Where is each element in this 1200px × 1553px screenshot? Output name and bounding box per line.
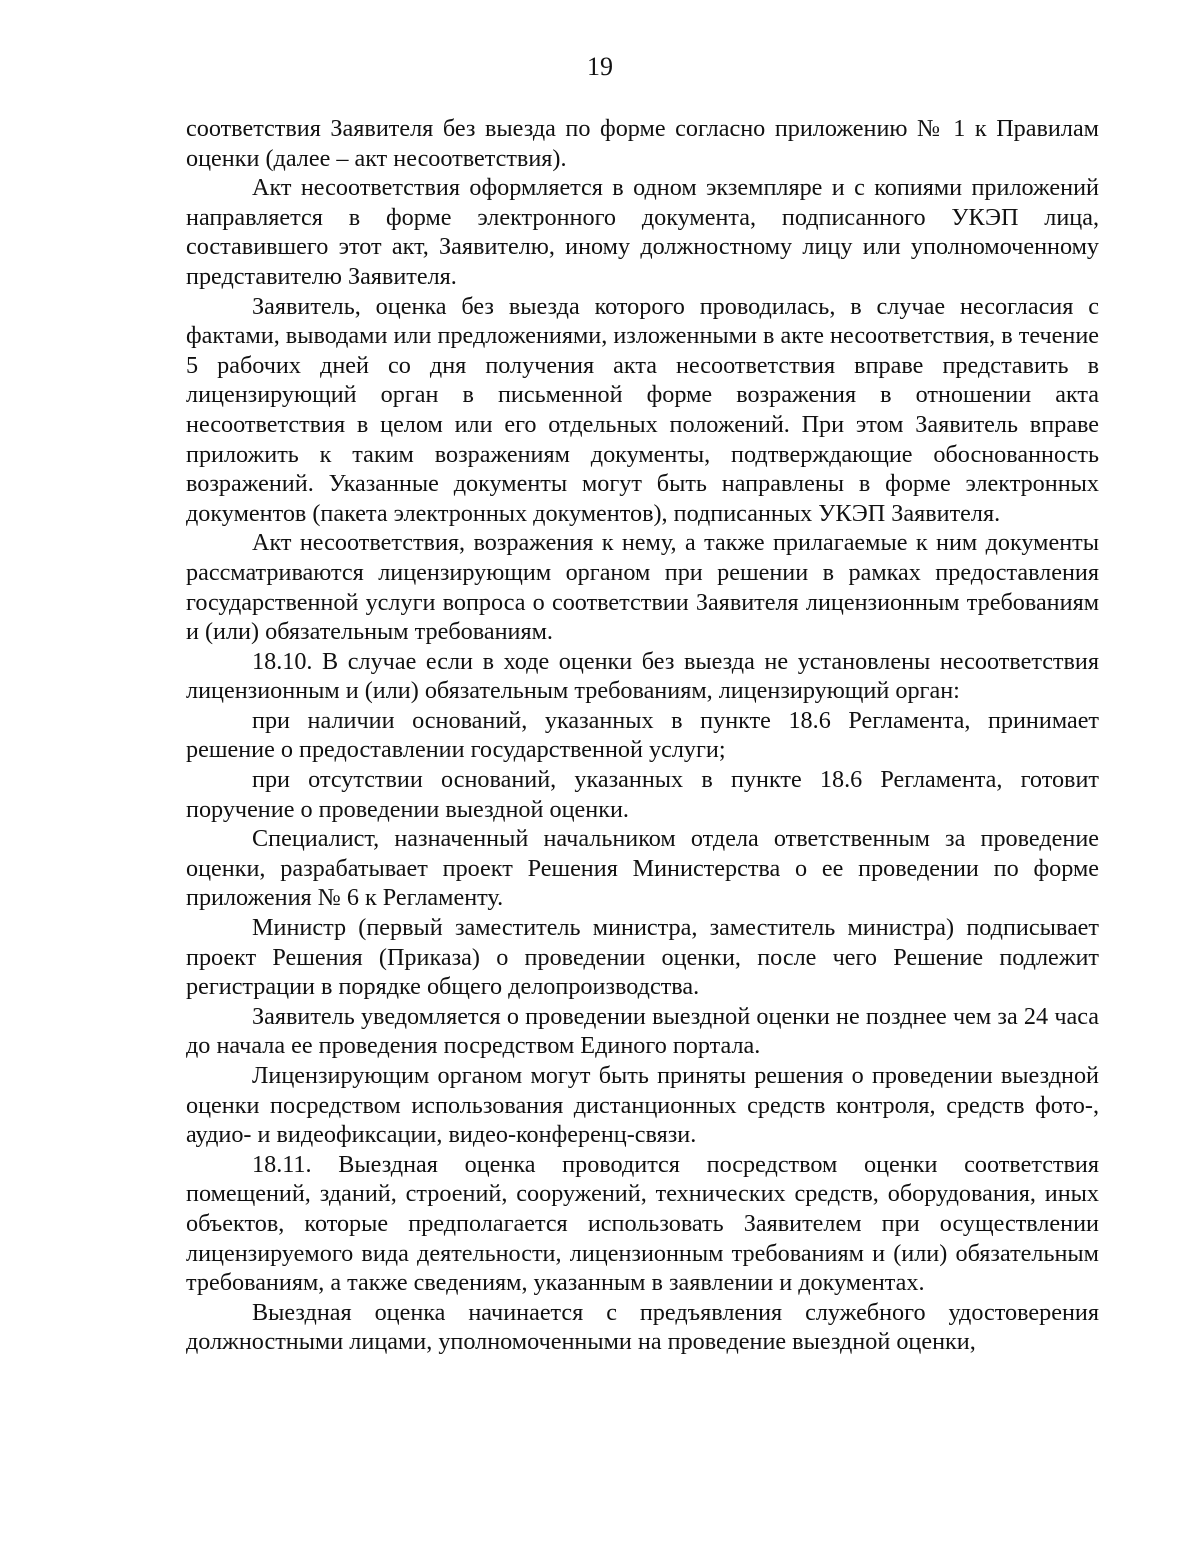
paragraph-specialist: Специалист, назначенный начальником отдела ответственным за проведение оценки, разрабатывает проект Решения Министерства о ее проведении по форме приложения № 6 к Регламенту. [186, 825, 1099, 912]
paragraph-onsite-start: Выездная оценка начинается с предъявления служебного удостоверения должностными лицами, уполномоченными на проведение выездной оценки, [186, 1298, 1099, 1356]
paragraph-18-11: 18.11. Выездная оценка проводится посредством оценки соответствия помещений, зданий, строений, сооружений, технических средств, оборудования, иных объектов, которые предполагается использовать Заявителем при осуществлении лицензируемого вида деятельности, лицензионным требованиям и (или) обязательным требованиям, а также сведениям, указанным в заявлении и документах. [186, 1150, 1099, 1297]
paragraph-objections: Заявитель, оценка без выезда которого проводилась, в случае несогласия с фактами, выводами или предложениями, изложенными в акте несоответствия, в течение 5 рабочих дней со дня получения акта несоответствия вправе представить в лицензирующий орган в письменной форме возражения в отношении акта несоответствия в целом или его отдельных положений. При этом Заявитель вправе приложить к таким возражениям документы, подтверждающие обоснованность возражений. Указанные документы могут быть направлены в форме электронных документов (пакета электронных документов), подписанных УКЭП Заявителя. [186, 292, 1099, 527]
paragraph-grounds-present: при наличии оснований, указанных в пункте 18.6 Регламента, принимает решение о предоставлении государственной услуги; [186, 706, 1099, 764]
paragraph-remote-control: Лицензирующим органом могут быть приняты решения о проведении выездной оценки посредством использования дистанционных средств контроля, средств фото-, аудио- и видеофиксации, видео-конференц-связи. [186, 1062, 1099, 1149]
paragraph-act-review: Акт несоответствия, возражения к нему, а также прилагаемые к ним документы рассматриваются лицензирующим органом при решении в рамках предоставления государственной услуги вопроса о соответствии Заявителя лицензионным требованиям и (или) обязательным требованиям. [186, 529, 1099, 646]
page-number: 19 [587, 52, 613, 81]
paragraph-18-10: 18.10. В случае если в ходе оценки без выезда не установлены несоответствия лицензионным и (или) обязательным требованиям, лицензирующий орган: [186, 647, 1099, 705]
paragraph-continuation: соответствия Заявителя без выезда по форме согласно приложению № 1 к Правилам оценки (далее – акт несоответствия). [186, 115, 1099, 172]
paragraph-minister: Министр (первый заместитель министра, заместитель министра) подписывает проект Решения (Приказа) о проведении оценки, после чего Решение подлежит регистрации в порядке общего делопроизводства. [186, 914, 1099, 1001]
paragraph-notification: Заявитель уведомляется о проведении выездной оценки не позднее чем за 24 часа до начала ее проведения посредством Единого портала. [186, 1002, 1099, 1060]
paragraph-grounds-absent: при отсутствии оснований, указанных в пункте 18.6 Регламента, готовит поручение о проведении выездной оценки. [186, 766, 1099, 823]
document-body [186, 114, 1099, 1357]
paragraph-act-processing: Акт несоответствия оформляется в одном экземпляре и с копиями приложений направляется в форме электронного документа, подписанного УКЭП лица, составившего этот акт, Заявителю, иному должностному лицу или уполномоченному представителю Заявителя. [186, 174, 1099, 290]
